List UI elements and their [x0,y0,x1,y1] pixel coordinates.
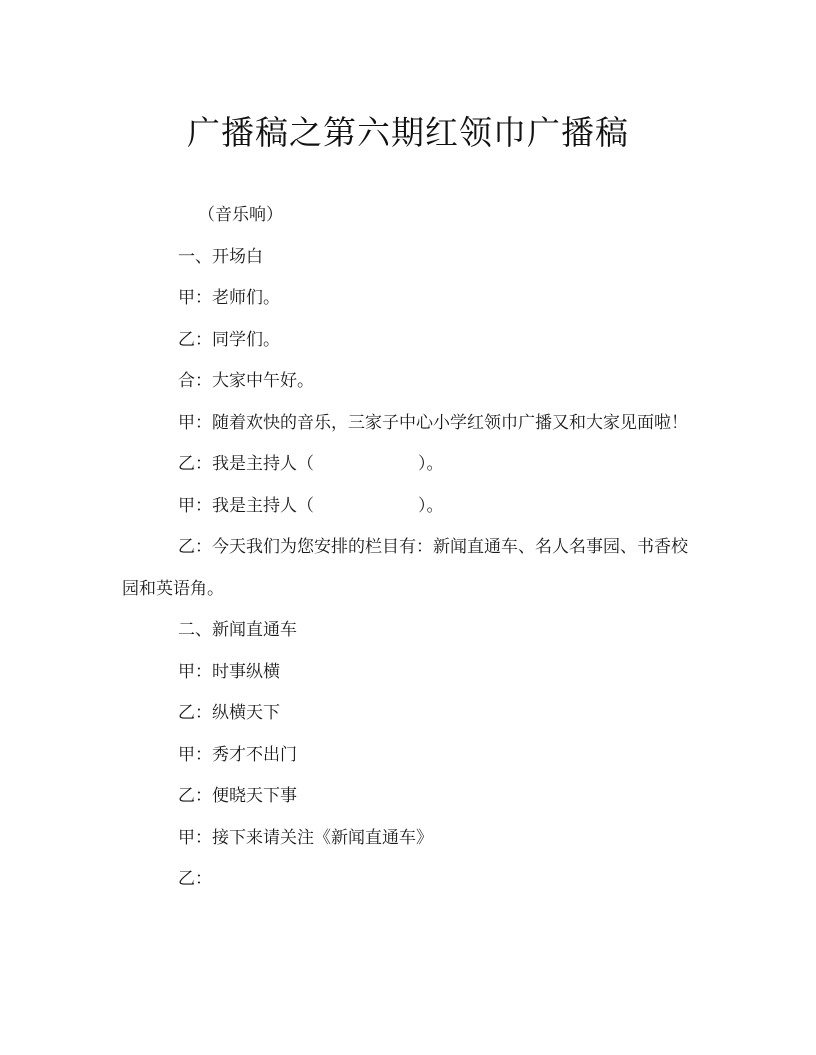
paragraph-host-line [122,486,698,528]
paragraph-music-cue: （音乐响） [198,205,283,225]
paragraph-section-news: 二、新闻直通车 [178,620,297,640]
paragraph-line: 甲：老师们。 [178,288,280,308]
document-body [122,195,698,901]
paragraph-section-opening: 一、开场白 [178,246,263,267]
paragraph-line: 乙：同学们。 [178,329,280,350]
host-line-start: 乙：我是主持人（ [178,454,314,474]
paragraph-line: 乙： [178,869,212,889]
host-line-start: 甲：我是主持人（ [178,495,314,516]
paragraph-line: 乙：今天我们为您安排的栏目有：新闻直通车、名人名事园、书香校园和英语角。 [122,537,688,599]
document-title: 广播稿之第六期红领巾广播稿 [187,113,629,152]
paragraph-line: 乙：便晓天下事 [178,786,297,806]
paragraph-line: 合：大家中午好。 [178,371,314,391]
host-line-end: ）。 [418,454,444,474]
paragraph-line: 甲：接下来请关注《新闻直通车》 [178,827,433,848]
paragraph-line: 甲：时事纵横 [178,661,280,682]
paragraph-line: 甲：秀才不出门 [178,744,297,765]
paragraph-host-line [122,444,698,486]
paragraph-line: 乙：纵横天下 [178,703,280,723]
paragraph-line: 甲：随着欢快的音乐，三家子中心小学红领巾广播又和大家见面啦！ [178,412,688,433]
host-line-end: ）。 [418,495,444,516]
